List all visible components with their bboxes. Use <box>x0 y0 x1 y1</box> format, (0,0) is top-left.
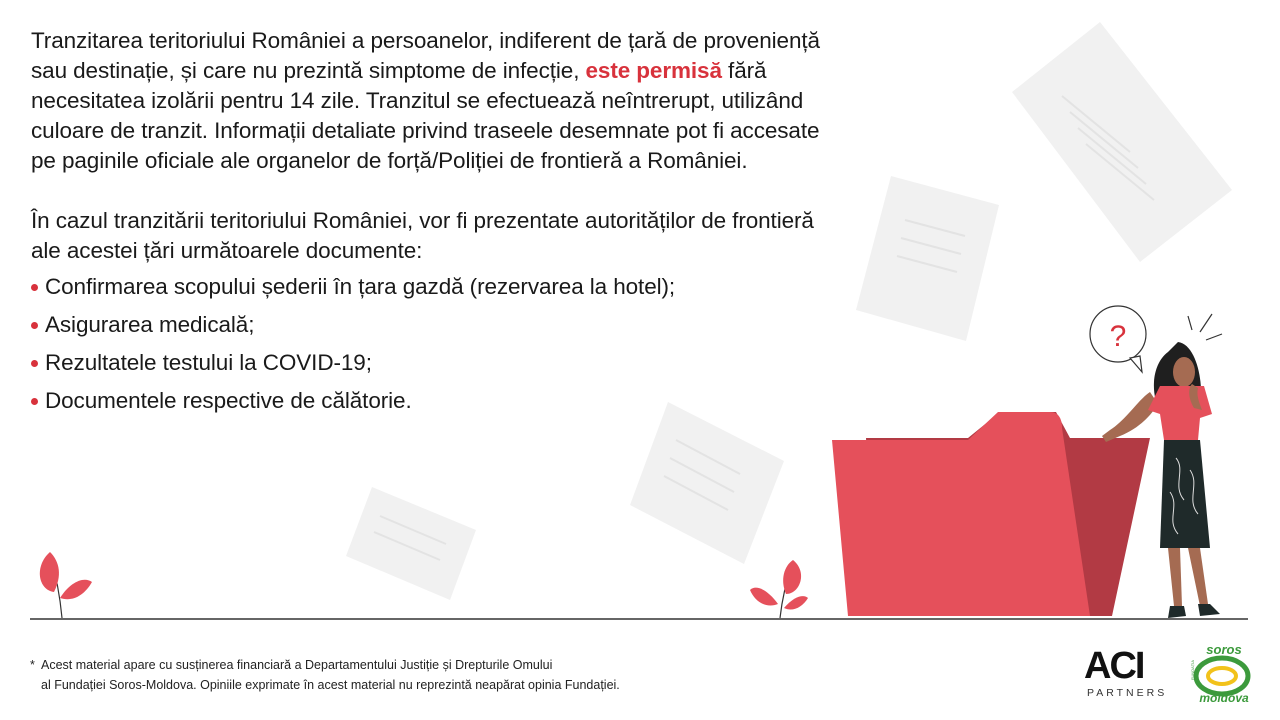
footnote-line-1: Acest material apare cu susținerea financiară a Departamentului Justiție și Drepturile Omului <box>41 658 553 672</box>
leaf-icon <box>750 560 808 618</box>
bullet-icon <box>31 284 38 291</box>
speech-bubble-icon <box>1090 306 1146 372</box>
soros-moldova-logo <box>1188 640 1254 704</box>
paragraph-documents: În cazul tranzitării teritoriului României, vor fi prezentate autorităților de frontieră ale acestei țări următoarele documente: <box>31 208 814 263</box>
paragraph-transit <box>31 26 831 176</box>
aci-partners-logo <box>1084 645 1168 702</box>
list-item <box>31 348 831 386</box>
folder-icon <box>832 412 1150 616</box>
list-item-text: Rezultatele testului la COVID-19; <box>45 350 372 375</box>
aci-logo-subtitle: PARTNERS <box>1087 687 1168 699</box>
list-item <box>31 272 831 310</box>
paragraph-transit-start: Tranzitarea teritoriului României a persoanelor, indiferent de țară de proveniență sau destinație, și care nu prezintă simptome de infecție, <box>31 28 820 83</box>
paragraph-transit-end: fără necesitatea izolării pentru 14 zile. Tranzitul se efectuează neîntrerupt, utilizând culoare de tranzit. Informații detaliate privind traseele desemnate pot fi accesate pe paginile oficiale ale organelor de forță/Poliției de frontieră a României. <box>31 58 820 173</box>
soros-logo-top: soros <box>1206 642 1242 657</box>
aci-logo-text: ACI <box>1084 645 1144 687</box>
main-text-block <box>31 26 831 424</box>
bullet-icon <box>31 360 38 367</box>
paper-icon <box>856 176 999 341</box>
soros-logo-bottom: moldova <box>1199 691 1249 704</box>
bullet-icon <box>31 322 38 329</box>
paper-icon <box>1012 22 1232 262</box>
bullet-icon <box>31 398 38 405</box>
paper-icon <box>630 402 784 564</box>
highlight-permitted: este permisă <box>585 58 722 83</box>
question-mark: ? <box>1109 320 1127 353</box>
soros-logo-side: FUNDAȚIA <box>1190 660 1195 680</box>
leaf-icon <box>40 552 92 618</box>
list-item-text: Documentele respective de călătorie. <box>45 388 412 413</box>
list-item-text: Confirmarea scopului șederii în țara gazdă (rezervarea la hotel); <box>45 274 676 299</box>
list-item <box>31 310 831 348</box>
list-item <box>31 386 831 424</box>
documents-list <box>31 272 831 424</box>
footnote <box>30 655 620 695</box>
list-item-text: Asigurarea medicală; <box>45 312 255 337</box>
footnote-star: * <box>30 658 35 672</box>
paper-icon <box>346 487 476 600</box>
footnote-line-2: al Fundației Soros-Moldova. Opiniile exprimate în acest material nu reprezintă neapărat opinia Fundației. <box>41 678 620 692</box>
